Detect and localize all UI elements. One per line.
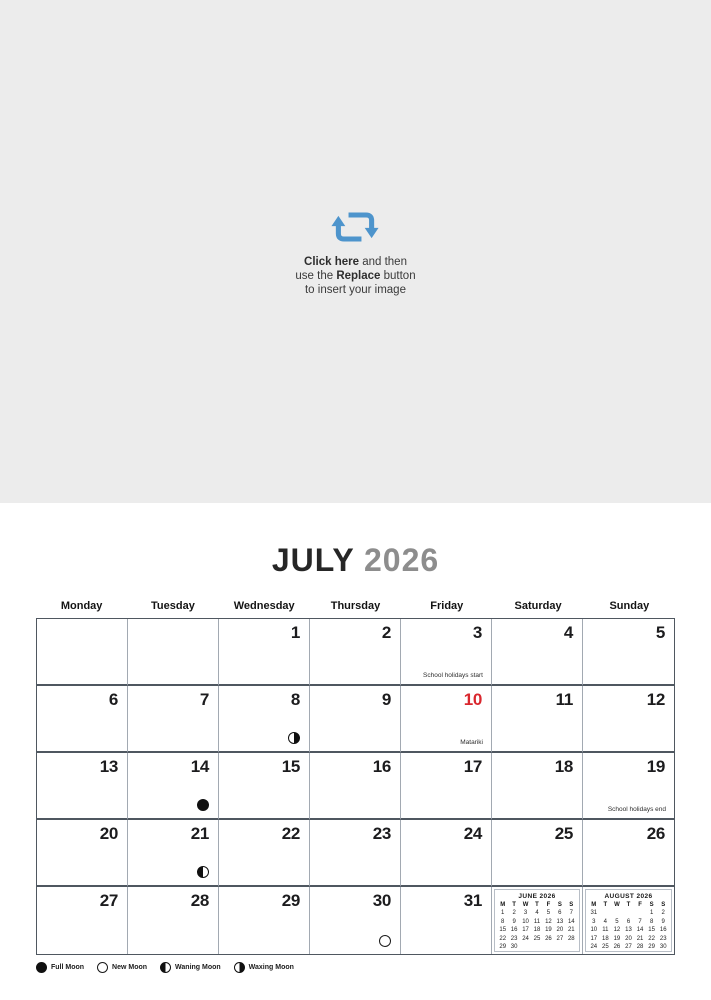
day-number: 13 (99, 757, 118, 776)
day-cell (492, 820, 583, 887)
mini-day-number: 30 (659, 944, 667, 951)
weekday-label: Sunday (609, 600, 650, 612)
mini-day-number: 24 (590, 944, 598, 951)
legend-item (234, 962, 294, 973)
mini-day-number: 6 (626, 918, 631, 925)
day-cell (310, 686, 401, 753)
mini-day-number: 23 (510, 935, 518, 942)
day-cell (401, 820, 492, 887)
mini-day-number: 23 (659, 935, 667, 942)
full-moon-icon (36, 962, 47, 973)
day-cell (583, 820, 674, 887)
placeholder-text-line: use the Replace button (295, 269, 416, 282)
mini-day-number: 2 (661, 910, 665, 917)
page-title (0, 541, 711, 579)
day-number: 6 (108, 690, 118, 709)
new-moon-icon (379, 935, 391, 947)
mini-weekday-label: T (603, 902, 608, 908)
mini-day-number: 18 (602, 935, 609, 942)
mini-day-number: 3 (592, 918, 596, 925)
mini-calendar-cell (583, 887, 674, 954)
day-cell (492, 753, 583, 820)
day-number: 30 (372, 891, 391, 910)
weekday-label: Thursday (330, 600, 381, 612)
day-cell (492, 686, 583, 753)
mini-day-number: 11 (602, 927, 609, 934)
mini-day-number: 8 (501, 918, 505, 925)
mini-weekday-label: T (512, 902, 516, 908)
placeholder-text (295, 255, 415, 297)
day-cell (37, 887, 128, 954)
new-moon-icon (97, 962, 108, 973)
mini-day-number: 16 (659, 927, 667, 934)
mini-day-number: 11 (533, 918, 541, 925)
day-cell (128, 619, 219, 686)
mini-day-number: 19 (545, 927, 552, 934)
day-number: 17 (463, 757, 482, 776)
mini-day-number: 5 (615, 918, 619, 925)
mini-day-number: 3 (523, 910, 528, 917)
mini-calendar-title: AUGUST 2026 (604, 893, 653, 900)
mini-day-number (611, 909, 623, 917)
mini-weekday-label: F (546, 902, 551, 908)
moon-legend (36, 962, 711, 973)
day-cell (401, 753, 492, 820)
day-number: 11 (555, 690, 573, 709)
day-number: 31 (463, 891, 482, 910)
mini-day-number (566, 943, 577, 951)
weekday-header (36, 599, 675, 614)
mini-day-number: 14 (636, 927, 644, 934)
mini-calendar (494, 889, 580, 952)
day-cell (310, 887, 401, 954)
day-number: 19 (646, 757, 665, 776)
day-number: 22 (281, 824, 300, 843)
mini-day-number: 4 (535, 910, 539, 917)
mini-calendar-title: JUNE 2026 (518, 893, 556, 900)
day-number: 28 (190, 891, 209, 910)
mini-weekday-label: S (569, 902, 574, 908)
mini-day-number: 12 (613, 927, 621, 934)
day-cell (37, 753, 128, 820)
waxing-moon-icon (234, 962, 245, 973)
mini-day-number: 24 (522, 935, 529, 942)
mini-day-number: 22 (648, 935, 655, 942)
mini-calendar (585, 889, 672, 952)
day-number: 7 (199, 690, 209, 709)
mini-day-number: 30 (510, 944, 518, 951)
mini-day-number: 27 (556, 935, 564, 942)
waning-moon-icon (160, 962, 171, 973)
day-cell (492, 619, 583, 686)
mini-weekday-label: M (500, 902, 506, 908)
mini-day-number: 22 (499, 935, 507, 942)
mini-day-number: 15 (648, 927, 655, 934)
day-cell (310, 820, 401, 887)
mini-day-number: 19 (613, 935, 621, 942)
mini-weekday-label: S (649, 902, 654, 908)
mini-day-number: 29 (499, 944, 507, 951)
mini-day-number: 2 (512, 910, 516, 917)
day-cell (583, 686, 674, 753)
day-cell (401, 619, 492, 686)
mini-calendar-grid (497, 901, 577, 951)
day-number: 25 (554, 824, 573, 843)
mini-weekday-label: F (638, 902, 642, 908)
title-month: JULY (271, 542, 355, 578)
mini-weekday-label: T (535, 902, 539, 908)
day-number: 9 (381, 690, 391, 709)
day-cell (219, 753, 310, 820)
day-number: 24 (463, 824, 482, 843)
day-number: 5 (655, 623, 665, 642)
weekday-label: Wednesday (233, 600, 295, 612)
weekday-label: Monday (60, 600, 103, 612)
mini-calendar-cell (492, 887, 583, 954)
day-cell (401, 686, 492, 753)
day-cell (219, 619, 310, 686)
legend-item (36, 962, 84, 973)
mini-day-number: 14 (567, 918, 575, 925)
mini-day-number: 27 (625, 944, 632, 951)
day-note: School holidays end (607, 806, 666, 813)
mini-calendar-grid (588, 901, 669, 951)
day-cell (128, 686, 219, 753)
day-number: 18 (554, 757, 573, 776)
day-cell (128, 887, 219, 954)
waxing-moon-icon (288, 732, 300, 744)
mini-day-number (623, 909, 635, 917)
mini-weekday-label: W (522, 902, 529, 908)
mini-day-number: 7 (569, 910, 573, 917)
weekday-label: Saturday (514, 600, 562, 612)
mini-day-number: 26 (613, 944, 621, 951)
mini-day-number: 16 (510, 927, 518, 934)
day-cell (401, 887, 492, 954)
mini-day-number (634, 909, 646, 917)
mini-day-number: 18 (533, 927, 541, 934)
mini-day-number: 1 (501, 910, 505, 917)
day-number: 10 (463, 690, 482, 709)
mini-day-number: 4 (603, 918, 608, 925)
mini-day-number: 17 (590, 935, 598, 942)
title-year: 2026 (363, 542, 440, 578)
mini-day-number: 29 (648, 944, 655, 951)
day-cell (128, 820, 219, 887)
mini-day-number: 21 (636, 935, 644, 942)
day-number: 23 (372, 824, 391, 843)
mini-day-number: 13 (625, 927, 632, 934)
mini-day-number: 9 (661, 918, 665, 925)
mini-day-number: 10 (590, 927, 598, 934)
day-cell (128, 753, 219, 820)
mini-day-number (543, 943, 554, 951)
mini-day-number: 20 (556, 927, 564, 934)
placeholder-text-line: to insert your image (304, 283, 406, 296)
mini-day-number: 21 (567, 927, 575, 934)
mini-day-number: 31 (590, 910, 598, 917)
mini-day-number: 26 (545, 935, 552, 942)
day-number: 21 (190, 824, 209, 843)
mini-weekday-label: T (626, 902, 631, 908)
day-cell (37, 820, 128, 887)
legend-item (160, 962, 221, 973)
mini-day-number: 1 (649, 910, 654, 917)
mini-day-number: 12 (545, 918, 552, 925)
mini-day-number: 25 (602, 944, 609, 951)
day-number: 14 (190, 757, 209, 776)
legend-label: New Moon (112, 964, 148, 971)
mini-day-number (531, 943, 542, 951)
mini-day-number: 6 (558, 910, 562, 917)
placeholder-content (295, 207, 415, 297)
day-cell (310, 753, 401, 820)
day-number: 26 (646, 824, 665, 843)
mini-day-number (600, 909, 612, 917)
day-number: 15 (281, 757, 300, 776)
mini-day-number (520, 943, 531, 951)
mini-day-number: 7 (638, 918, 642, 925)
day-number: 20 (99, 824, 118, 843)
weekday-label: Friday (430, 600, 464, 612)
mini-weekday-label: W (614, 902, 620, 908)
day-number: 3 (472, 623, 482, 642)
day-note: School holidays start (423, 672, 483, 679)
day-cell (310, 619, 401, 686)
day-note: Matariki (460, 739, 483, 746)
day-number: 27 (99, 891, 118, 910)
day-number: 29 (281, 891, 300, 910)
legend-label: Waxing Moon (248, 964, 294, 971)
mini-day-number: 25 (533, 935, 541, 942)
day-number: 1 (290, 623, 300, 642)
calendar-grid (36, 618, 675, 955)
legend-item (97, 962, 147, 973)
day-cell (219, 887, 310, 954)
mini-weekday-label: S (661, 902, 666, 908)
replace-icon (331, 207, 379, 247)
mini-day-number: 28 (567, 935, 575, 942)
day-number: 4 (563, 623, 573, 642)
day-number: 2 (381, 623, 391, 642)
waning-moon-icon (197, 866, 209, 878)
mini-day-number: 28 (636, 944, 644, 951)
mini-day-number: 15 (499, 927, 507, 934)
mini-day-number: 20 (625, 935, 632, 942)
mini-day-number: 8 (649, 918, 654, 925)
mini-day-number: 9 (512, 918, 516, 925)
legend-label: Waning Moon (175, 964, 221, 971)
day-cell (219, 686, 310, 753)
day-cell (583, 753, 674, 820)
mini-day-number: 5 (546, 910, 551, 917)
full-moon-icon (197, 799, 209, 811)
day-cell (219, 820, 310, 887)
day-cell (583, 619, 674, 686)
placeholder-text-line: Click here and then (304, 255, 407, 268)
mini-day-number: 13 (556, 918, 564, 925)
mini-weekday-label: M (591, 902, 597, 908)
day-cell (37, 686, 128, 753)
mini-day-number: 10 (522, 918, 529, 925)
mini-weekday-label: S (557, 902, 562, 908)
day-cell (37, 619, 128, 686)
mini-day-number: 17 (522, 927, 529, 934)
day-number: 16 (372, 757, 391, 776)
mini-day-number (554, 943, 565, 951)
weekday-label: Tuesday (151, 600, 195, 612)
legend-label: Full Moon (51, 964, 85, 971)
day-number: 12 (646, 690, 665, 709)
day-number: 8 (290, 690, 300, 709)
